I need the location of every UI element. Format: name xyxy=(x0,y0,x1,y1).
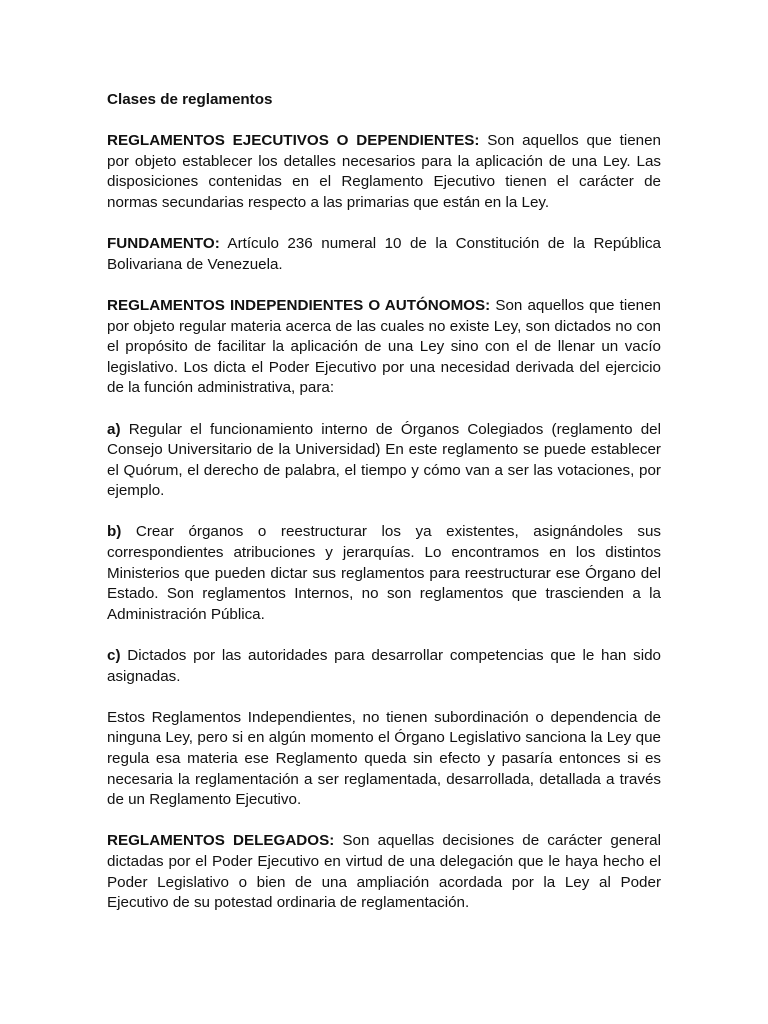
paragraph-text: Son aquellos que tienen por objeto regular materia acerca de las cuales no existe Ley, son dictados no con el propósito de facilitar la aplicación de una Ley sino con el de llenar un vacío legislativo. Los dicta el Poder Ejecutivo por una necesidad derivada del ejercicio de la función administrativa, para: xyxy=(107,296,661,397)
paragraph-text: Dictados por las autoridades para desarrollar competencias que le han sido asignadas. xyxy=(107,647,661,685)
paragraph-text: Son aquellas decisiones de carácter general dictadas por el Poder Ejecutivo en virtud de una delegación que le haya hecho el Poder Legislativo o bien de una ampliación acordada por la Ley al Poder Ejecutivo de su potestad ordinaria de reglamentación. xyxy=(107,832,661,912)
paragraph-item-b xyxy=(107,522,661,625)
paragraph-reglamentos-delegados xyxy=(107,831,661,913)
paragraph-fundamento xyxy=(107,234,661,275)
paragraph-text: Regular el funcionamiento interno de Órganos Colegiados (reglamento del Consejo Universitario de la Universidad) En este reglamento se puede establecer el Quórum, el derecho de palabra, el tiempo y cómo van a ser las votaciones, por ejemplo. xyxy=(107,420,661,500)
document-page xyxy=(107,90,661,934)
paragraph-lead: c) xyxy=(107,647,121,665)
paragraph-estos-reglamentos xyxy=(107,708,661,811)
paragraph-text: Son aquellos que tienen por objeto establecer los detalles necesarios para la aplicación de una Ley. Las disposiciones contenidas en el Reglamento Ejecutivo tienen el carácter de normas secundarias respecto a las primarias que están en la Ley. xyxy=(107,132,661,211)
paragraph-lead: b) xyxy=(107,523,122,541)
paragraph-item-a xyxy=(107,420,661,502)
paragraph-reglamentos-independientes xyxy=(107,296,661,399)
paragraph-lead: FUNDAMENTO: xyxy=(107,235,220,253)
document-title: Clases de reglamentos xyxy=(107,91,273,108)
paragraph-reglamentos-ejecutivos xyxy=(107,131,661,213)
paragraph-text: Estos Reglamentos Independientes, no tienen subordinación o dependencia de ninguna Ley, pero si en algún momento el Órgano Legislativo sanciona la Ley que regula esa materia ese Reglamento queda sin efecto y pasaría entonces si es necesaria la reglamentación a ser reglamentada, desarrollada, detallada a través de un Reglamento Ejecutivo. xyxy=(107,708,661,809)
paragraph-text: Artículo 236 numeral 10 de la Constitución de la República Bolivariana de Venezuela. xyxy=(107,235,661,273)
paragraph-lead: REGLAMENTOS EJECUTIVOS O DEPENDIENTES: xyxy=(107,132,480,150)
paragraph-lead: a) xyxy=(107,420,121,438)
paragraph-lead: REGLAMENTOS DELEGADOS: xyxy=(107,832,335,850)
paragraph-text: Crear órganos o reestructurar los ya existentes, asignándoles sus correspondientes atribuciones y jerarquías. Lo encontramos en los distintos Ministerios que pueden dictar sus reglamentos para reestructurar ese Órgano del Estado. Son reglamentos Internos, no son reglamentos que trascienden a la Administración Pública. xyxy=(107,523,661,623)
paragraph-lead: REGLAMENTOS INDEPENDIENTES O AUTÓNOMOS: xyxy=(107,296,491,314)
paragraph-item-c xyxy=(107,646,661,687)
